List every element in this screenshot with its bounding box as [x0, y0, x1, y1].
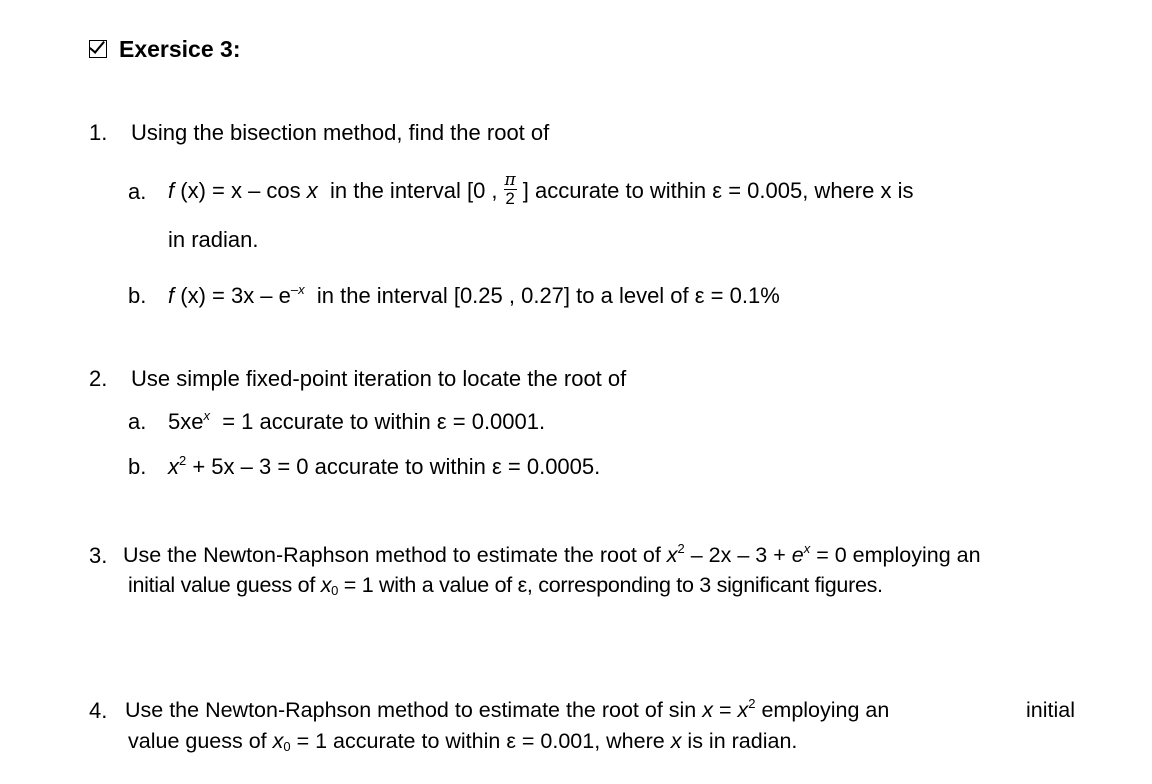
problem-1a-label: a.: [128, 179, 147, 204]
problem-3-line2: initial value guess of $x_0 = 1$ with a value of ε, corresponding to 3 significant figures.: [128, 573, 883, 598]
pi-over-2-fraction: $\frac{\pi}{2}$: [504, 169, 516, 208]
problem-1a-text: f (x) = x – cos x in the interval [0 , $\frac{\pi}{2}$ ] accurate to within ε = 0.005, where x is: [168, 169, 914, 208]
problem-1-number: 1.: [89, 120, 108, 145]
problem-4-line1-tail: initial: [1026, 698, 1075, 722]
problem-3-number: 3.: [89, 543, 108, 568]
problem-2a-text: $5xe^x = 1$ accurate to within ε = 0.0001.: [168, 408, 546, 434]
problem-2b-text: $x^2 + 5x - 3 = 0$ accurate to within ε = 0.0005.: [168, 453, 601, 479]
problem-3-line1: Use the Newton-Raphson method to estimate the root of $x^2 - 2x - 3 + e^x = 0$ employing an: [123, 541, 981, 567]
problem-1a-line2: in radian.: [168, 227, 259, 252]
checkbox-icon: [89, 40, 107, 58]
problem-1b-label: b.: [128, 283, 147, 308]
problem-1b-text: f $(x) = 3x - e^{-x}$ in the interval [0.25 , 0.27] to a level of ε = 0.1%: [168, 282, 780, 308]
exercise-heading: [89, 36, 240, 63]
problem-1-text: Using the bisection method, find the root of: [131, 120, 550, 145]
problem-4-number: 4.: [89, 698, 108, 723]
problem-2-number: 2.: [89, 366, 108, 391]
problem-4-line2: value guess of $x_0 = 1$ accurate to within ε = 0.001, where x is in radian.: [128, 729, 798, 754]
problem-4-line1: Use the Newton-Raphson method to estimate the root of $\sin x = x^2$ employing an: [125, 696, 890, 722]
problem-2a-label: a.: [128, 409, 147, 434]
problem-2-text: Use simple fixed-point iteration to locate the root of: [131, 366, 627, 391]
problem-2b-label: b.: [128, 454, 147, 479]
heading-text: Exersice 3:: [119, 36, 241, 62]
